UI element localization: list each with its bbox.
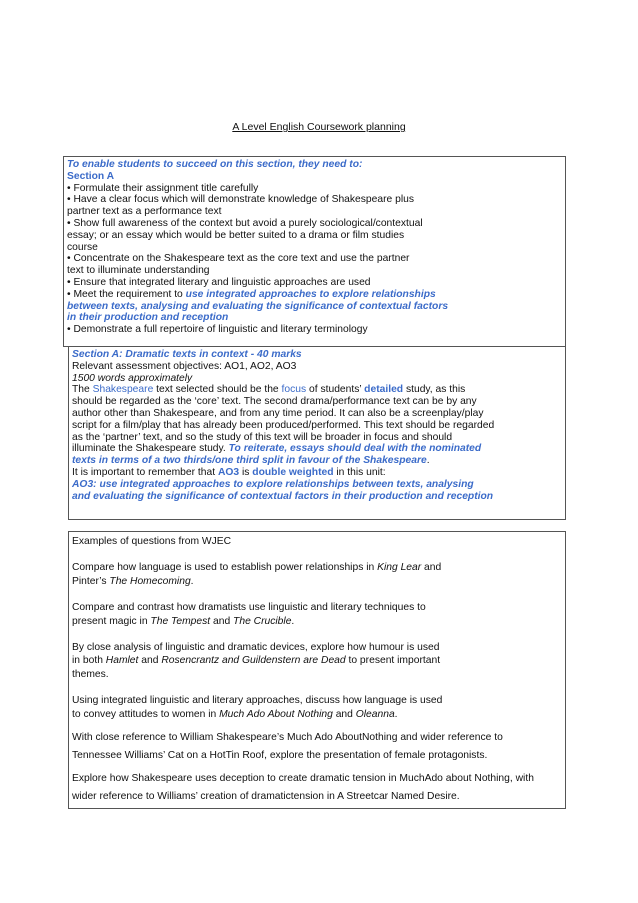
section-requirements-box	[63, 156, 566, 347]
section-a-details-box	[68, 346, 566, 520]
intro-line: To enable students to succeed on this section, they need to:	[67, 159, 363, 170]
plain-text: Using integrated linguistic and literary approaches, discuss how language is used	[72, 695, 443, 707]
question-1	[72, 561, 565, 588]
bullet-line: • Have a clear focus which will demonstrate knowledge of Shakespeare plus	[67, 194, 415, 206]
bullet-line: • Demonstrate a full repertoire of linguistic and literary terminology	[67, 324, 368, 336]
ao3-line: AO3: use integrated approaches to explore relationships between texts, analysing	[72, 478, 474, 490]
plain-text: The	[72, 384, 93, 396]
plain-text: study, as this	[403, 384, 466, 396]
plain-text: to present important	[345, 655, 441, 667]
bullet-line: • Formulate their assignment title carefully	[67, 182, 259, 194]
body-line	[72, 384, 565, 396]
title-text: Much Ado About Nothing	[219, 708, 333, 720]
bullet-line	[67, 289, 565, 301]
question-5	[72, 729, 565, 765]
body-line: should be regarded as the ‘core’ text. The second drama/performance text can be by any	[72, 396, 477, 408]
highlight-text: AO3	[217, 466, 240, 478]
plain-text: and	[421, 562, 442, 574]
plain-text: and	[332, 708, 356, 720]
question-4	[72, 694, 565, 721]
title-text: King Lear	[377, 562, 422, 574]
plain-text: illuminate the Shakespeare study.	[72, 443, 229, 455]
plain-text: By close analysis of linguistic and dramatic devices, explore how humour is used	[72, 642, 440, 654]
title-text: The Homecoming	[109, 575, 191, 587]
question-2	[72, 601, 565, 628]
body-line: author other than Shakespeare, and from any time period. It can also be a screenplay/play	[72, 407, 484, 419]
title-text: Oleanna	[355, 708, 395, 720]
bullet-line: partner text as a performance text	[67, 206, 222, 218]
plain-text: It is important to remember that	[72, 466, 218, 478]
plain-text: • Meet the requirement to	[67, 288, 186, 300]
emphasis-line: between texts, analysing and evaluating the significance of contextual factors	[67, 300, 449, 312]
plain-text: and	[138, 655, 162, 667]
plain-text: .	[291, 615, 295, 627]
question-6	[72, 770, 565, 806]
highlight-text: double weighted	[252, 466, 334, 478]
plain-text: Compare and contrast how dramatists use linguistic and literary techniques to	[72, 602, 426, 614]
plain-text: in this unit:	[333, 466, 386, 478]
plain-text: Explore how Shakespeare uses deception to create dramatic tension in MuchAdo about Nothing, with	[72, 773, 534, 785]
plain-text: to convey attitudes to women in	[72, 708, 220, 720]
section-heading: Section A: Dramatic texts in context - 40 marks	[72, 349, 302, 360]
body-line: script for a film/play that has already been produced/performed. This text should be regarded	[72, 419, 495, 431]
title-text: The Tempest	[150, 615, 211, 627]
plain-text: and	[210, 615, 234, 627]
word-count: 1500 words approximately	[72, 372, 193, 384]
highlight-text: detailed	[364, 384, 404, 396]
plain-text: .	[190, 575, 194, 587]
questions-heading: Examples of questions from WJEC	[72, 536, 232, 547]
body-line	[72, 467, 565, 479]
bullet-line: • Concentrate on the Shakespeare text as the core text and use the partner	[67, 253, 410, 265]
plain-text: of students’	[306, 384, 365, 396]
bullet-line: • Show full awareness of the context but avoid a purely sociological/contextual	[67, 217, 423, 229]
plain-text: Compare how language is used to establish power relationships in	[72, 562, 378, 574]
plain-text: text selected should be the	[153, 384, 282, 396]
highlight-text: focus	[281, 384, 307, 396]
emphasis-text: To reiterate, essays should deal with the nominated	[228, 443, 482, 455]
plain-text: Tennessee Williams’ Cat on a HotTin Roof, explore the presentation of female protagonists.	[72, 750, 488, 762]
title-text: The Crucible	[233, 615, 292, 627]
plain-text: With close reference to William Shakespeare’s Much Ado AboutNothing and wider reference to	[72, 732, 503, 744]
plain-text: present magic in	[72, 615, 151, 627]
section-a-label: Section A	[67, 170, 115, 182]
bullet-line: text to illuminate understanding	[67, 265, 210, 277]
ao3-line: and evaluating the significance of contextual factors in their production and reception	[72, 490, 494, 502]
highlight-text: Shakespeare	[92, 384, 154, 396]
example-questions-box	[68, 531, 566, 809]
plain-text: themes.	[72, 668, 109, 680]
plain-text: in both	[72, 655, 106, 667]
plain-text: .	[426, 455, 430, 467]
page-title: A Level English Coursework planning	[232, 121, 406, 133]
plain-text: .	[394, 708, 398, 720]
body-line	[72, 443, 565, 455]
bullet-line: • Ensure that integrated literary and linguistic approaches are used	[67, 276, 371, 288]
body-line	[72, 455, 565, 467]
bullet-line: essay; or an essay which would be better suited to a drama or film studies	[67, 229, 405, 241]
plain-text: is	[239, 466, 253, 478]
plain-text: Pinter’s	[72, 575, 110, 587]
bullet-line: course	[67, 241, 98, 253]
emphasis-line: in their production and reception	[67, 312, 229, 324]
assessment-objectives: Relevant assessment objectives: AO1, AO2, AO3	[72, 360, 297, 372]
body-line: as the ‘partner’ text, and so the study of this text will be broader in focus and should	[72, 431, 453, 443]
emphasis-text: texts in terms of a two thirds/one third split in favour of the Shakespeare	[72, 455, 427, 467]
plain-text: wider reference to Williams’ creation of dramatictension in A Streetcar Named Desire.	[72, 791, 460, 803]
question-3	[72, 641, 565, 681]
title-text: Hamlet	[105, 655, 139, 667]
emphasis-text: use integrated approaches to explore relationships	[185, 288, 436, 300]
title-text: Rosencrantz and Guildenstern are Dead	[161, 655, 346, 667]
